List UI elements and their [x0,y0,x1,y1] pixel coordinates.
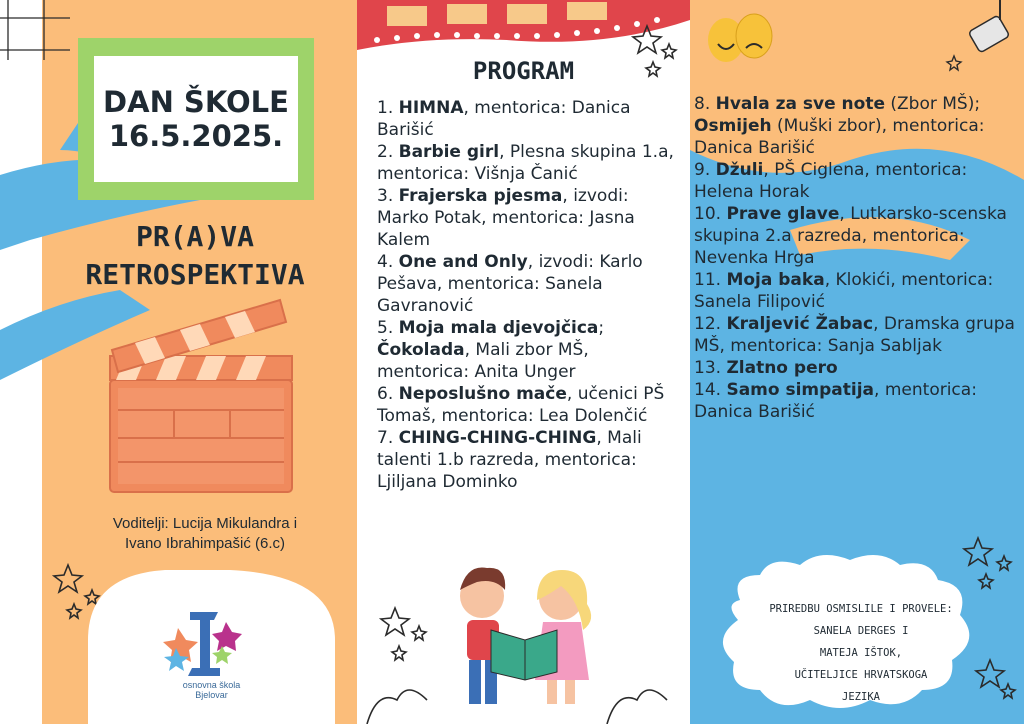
program-item-title: Čokolada [377,340,465,360]
program-item-details: , učenici PŠ Tomaš, mentorica: Lea Dolenčić [377,384,665,426]
program-item-number: 9. [694,160,716,180]
program-item-title: HIMNA [398,98,464,118]
credits-line-1: PRIREDBU OSMISLILE I PROVELE: [769,603,953,615]
program-item-details: , Mali talenti 1.b razreda, mentorica: Ljiljana Dominko [377,428,642,492]
program-list-part-1 [377,97,677,493]
program-item-title: CHING-CHING-CHING [398,428,597,448]
theme-line-1: PR(A)VA [135,220,254,253]
credits-line-4: UČITELJICE HRVATSKOGA [794,669,928,681]
program-item [694,379,1019,423]
clapperboard-icon [110,300,292,492]
left-panel [0,0,357,724]
credits-line-2: SANELA DERGES I [813,625,909,637]
program-item-title: Džuli [715,160,764,180]
program-item-details: , Mali zbor MŠ, mentorica: Anita Unger [377,340,589,382]
program-item-number: 2. [377,142,399,162]
program-item-details: , izvodi: Karlo Pešava, mentorica: Sanela Gavranović [377,252,643,316]
program-item [377,317,677,339]
program-item [377,339,677,383]
credits-line-5: JEZIKA [842,691,880,703]
logo-line-2: Bjelovar [195,690,228,700]
grass-decor [607,690,667,724]
program-item-number: 14. [694,380,727,400]
theme-title [60,218,330,294]
program-item [694,313,1019,357]
program-item [377,383,677,427]
middle-panel [357,0,690,724]
program-item-details: , PŠ Ciglena, mentorica: Helena Horak [694,160,968,202]
logo-arch [88,570,335,724]
program-item-title: Neposlušno mače [398,384,567,404]
grass-decor [367,690,427,724]
program-list-part-2 [694,93,1019,423]
stars-decor [54,565,99,618]
program-item-details: , mentorica: Danica Barišić [377,98,631,140]
right-panel [690,0,1024,724]
program-item-title: Kraljević Žabac [726,314,874,334]
program-item-details: , Plesna skupina 1.a, mentorica: Višnja Čanić [377,142,674,184]
program-item-number: 3. [377,186,399,206]
program-item-title: Hvala za sve note [715,94,885,114]
program-item [377,97,677,141]
program-item-details: , Lutkarsko-scenska skupina 2.a razreda, mentorica: Nevenka Hrga [694,204,1007,268]
program-item-title: Osmijeh [694,116,772,136]
program-item-title: Samo simpatija [726,380,875,400]
program-item-title: Frajerska pjesma [398,186,563,206]
program-item [694,93,1019,115]
credits-line-3: MATEJA IŠTOK, [819,647,903,659]
program-item-details: (Muški zbor), mentorica: Danica Barišić [694,116,985,158]
program-item [694,159,1019,203]
program-item [694,115,1019,159]
credits-box [730,570,992,710]
program-item-title: One and Only [398,252,528,272]
program-item-title: Moja mala djevojčica [398,318,599,338]
program-item [694,357,1019,379]
program-item [694,269,1019,313]
program-item-details: , mentorica: Danica Barišić [694,380,977,422]
program-item-number: 13. [694,358,727,378]
program-item-details: ; [598,318,605,338]
theme-line-2: RETROSPEKTIVA [85,258,305,291]
program-item-number: 11. [694,270,727,290]
program-item [377,251,677,317]
program-item-details: , izvodi: Marko Potak, mentorica: Jasna Kalem [377,186,635,250]
hosts-text [60,514,350,554]
program-item-number: 4. [377,252,399,272]
program-item-details: (Zbor MŠ); [885,94,981,114]
program-item-number: 6. [377,384,399,404]
program-item-details: , Dramska grupa MŠ, mentorica: Sanja Sabljak [694,314,1015,356]
hosts-line-1: Voditelji: Lucija Mikulandra i [112,515,298,532]
program-item-number: 5. [377,318,399,338]
hosts-line-2: Ivano Ibrahimpašić (6.c) [124,535,286,552]
program-title: PROGRAM [472,57,575,85]
program-item-number: 10. [694,204,727,224]
program-item [377,427,677,493]
program-item-title: Barbie girl [398,142,500,162]
credits-text [730,598,992,708]
event-title: DAN ŠKOLE [103,85,289,119]
program-item-number: 8. [694,94,716,114]
logo-line-1: osnovna škola [182,680,241,690]
event-date: 16.5.2025. [108,119,284,153]
program-item-title: Prave glave [726,204,840,224]
program-item-number: 12. [694,314,727,334]
program-item-title: Zlatno pero [726,358,838,378]
title-frame [78,38,314,200]
program-item [377,185,677,251]
program-item-title: Moja baka [726,270,825,290]
program-item [377,141,677,185]
program-item-number: 7. [377,428,399,448]
program-item-number: 1. [377,98,399,118]
title-card [94,56,298,182]
program-item [694,203,1019,269]
children-reading-illustration [460,567,591,704]
program-item-details: , Klokići, mentorica: Sanela Filipović [694,270,994,312]
logo-caption [88,680,335,700]
